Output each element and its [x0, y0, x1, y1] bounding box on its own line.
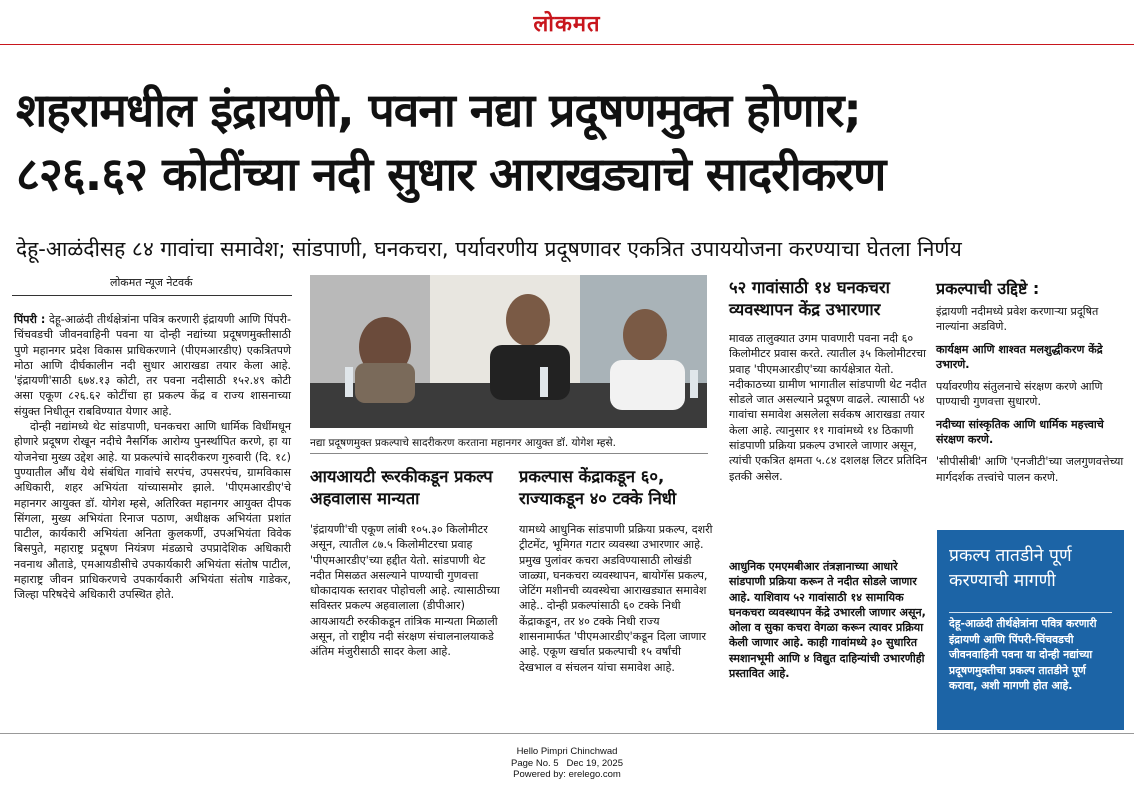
objective-item: नदीच्या सांस्कृतिक आणि धार्मिक महत्त्वाचे संरक्षण करणे. — [936, 417, 1104, 447]
headline-line-2: ८२६.६२ कोटींच्या नदी सुधार आराखड्याचे सादरीकरण — [16, 147, 886, 201]
demand-box — [937, 530, 1124, 730]
objective-item: पर्यावरणीय संतुलनाचे संरक्षण करणे आणि पाण्याची गुणवत्ता सुधारणे. — [936, 380, 1103, 409]
footer-divider — [0, 733, 1134, 734]
dateline: पिंपरी : — [14, 313, 46, 326]
headline — [16, 78, 1126, 206]
section-waste-body-bold: आधुनिक एमएमबीआर तंत्रज्ञानाच्या आधारे सांडपाणी प्रक्रिया करून ते नदीत सोडले जाणार आहे. याशिवाय ५२ गावांसाठी १४ सामायिक घनकचरा व्यवस्थापन केंद्रे उभारली जाणार असून, ओला व सुका कचरा वेगळा करून त्यावर प्रक्रिया केली जाणार आहे. काही गावांमध्ये ३० सुधारित स्मशानभूमी आणि ४ विद्युत दाहिन्यांची उभारणीही प्रस्तावित आहे. — [729, 560, 926, 681]
section-waste-body: मावळ तालुक्यात उगम पावणारी पवना नदी ६० किलोमीटर प्रवास करते. त्यातील ३५ किलोमीटरचा प्रवाह 'पीएमआरडीए'च्या कार्यक्षेत्रात येतो. नदीकाठच्या ग्रामीण भागातील सांडपाणी थेट नदीत सोडले जात असल्याने प्रदूषण वाढले. त्यासाठी ५४ गावांचा समावेश असलेला सर्वकष आराखडा तयार केला आहे. त्यानुसार ११ गावांमध्ये १४ ठिकाणी सांडपाणी प्रक्रिया प्रकल्प उभारले जाणार असून, त्यांची एकत्रित क्षमता ५.८४ दशलक्ष लिटर प्रतिदिन इतकी असेल. — [729, 332, 928, 483]
demand-box-body: देहू-आळंदी तीर्थक्षेत्रांना पवित्र करणारी इंद्रायणी आणि पिंपरी-चिंचवडची जीवनवाहिनी पवना या दोन्ही नद्यांच्या प्रदूषणमुक्तीचा प्रकल्प तातडीने पूर्ण करावा, अशी मागणी होत आहे. — [949, 617, 1097, 693]
section-funding-body: यामध्ये आधुनिक सांडपाणी प्रक्रिया प्रकल्प, दशरी ट्रीटमेंट, भूमिगत गटार व्यवस्था उभारणार आहे. प्रमुख पुलांवर कचरा अडविण्यासाठी लोखंडी जाळ्या, घनकचरा व्यवस्थापन, बायोगॅस प्रकल्प, जेटिंग मशीनची व्यवस्थेचा आराखड्यात समावेश आहे.. दोन्ही प्रकल्पांसाठी ६० टक्के निधी केंद्राकडून, तर ४० टक्के निधी राज्य शासनामार्फत 'पीएमआरडीए'कडून दिला जाणार आहे. एकूण खर्चात प्रकल्पाची १५ वर्षांची देखभाल व संचलन यांचा समावेश आहे. — [519, 523, 713, 674]
section-funding-heading: प्रकल्पास केंद्राकडून ६०, राज्याकडून ४० टक्के निधी — [519, 467, 677, 508]
masthead-divider — [0, 44, 1134, 45]
footer-page-date: Page No. 5 Dec 19, 2025 — [511, 757, 623, 769]
demand-box-divider — [949, 612, 1112, 613]
objectives-list — [936, 304, 1126, 492]
caption-divider — [310, 453, 708, 454]
article-body — [14, 312, 291, 603]
byline-divider — [12, 295, 292, 296]
subheadline: देहू-आळंदीसह ८४ गावांचा समावेश; सांडपाणी, घनकचरा, पर्यावरणीय प्रदूषणावर एकत्रित उपाययोजना करण्याचा घेतला निर्णय — [16, 237, 962, 261]
byline: लोकमत न्यूज नेटवर्क — [110, 276, 193, 289]
photo-illustration — [310, 275, 707, 428]
objective-item: कार्यक्षम आणि शाश्वत मलशुद्धीकरण केंद्रे उभारणे. — [936, 342, 1103, 371]
photo-caption: नद्या प्रदूषणमुक्त प्रकल्पाचे सादरीकरण करताना महानगर आयुक्त डॉ. योगेश म्हसे. — [310, 437, 616, 449]
demand-box-heading: प्रकल्प तातडीने पूर्ण करण्याची मागणी — [949, 546, 1072, 591]
footer-powered-by[interactable]: Powered by: erelego.com — [513, 769, 621, 780]
masthead-logo[interactable]: लोकमत — [533, 11, 601, 37]
paragraph-2: दोन्ही नद्यांमध्ये थेट सांडपाणी, घनकचरा आणि धार्मिक विधींमधून होणारे प्रदूषण रोखून नदीचे नैसर्गिक आरोग्य पुनर्स्थापित करणे, हा या योजनेचा मुख्य उद्देश आहे. या प्रकल्पांचे सादरीकरण गुरुवारी (दि. १८) पुण्यातील औंध येथे संबंधित गावांचे सरपंच, उपसरपंच, ग्रामविकास अधिकारी, शहर अभियंता यांच्यासमोर झाले. 'पीएमआरडीए'चे महानगर आयुक्त डॉ. योगेश म्हसे, अतिरिक्त महानगर आयुक्त दीपक सिंगला, मुख्य अभियंता रिनाज पठाण, अधीक्षक अभियंता प्रशांत पाटील, कार्यकारी अभियंता अनिता कुलकर्णी, उपअभियंता विवेक बिसपुते, महाराष्ट्र प्रदूषण नियंत्रण मंडळाचे उपप्रादेशिक अधिकारी नवनाथ औताडे, एमआयडीसीचे उपकार्यकारी अभियंता संतोष पाटील, महाराष्ट्र जीवन प्राधिकरणचे उपकार्यकारी अभियंता संतोष गाडेकर, जिल्हा परिषदेचे अधिकारी उपस्थित होते. — [14, 420, 291, 602]
section-waste-heading: ५२ गावांसाठी १४ घनकचरा व्यवस्थापन केंद्र उभारणार — [729, 278, 890, 319]
section-iit-heading: आयआयटी रूरकीकडून प्रकल्प अहवालास मान्यता — [310, 467, 493, 508]
footer-edition: Hello Pimpri Chinchwad — [516, 746, 618, 757]
headline-line-1: शहरामधील इंद्रायणी, पवना नद्या प्रदूषणमुक्त होणार; — [16, 83, 861, 137]
objective-item: इंद्रायणी नदीमध्ये प्रवेश करणाऱ्या प्रदूषित नाल्यांना अडविणे. — [936, 305, 1099, 334]
objectives-heading: प्रकल्पाची उद्दिष्टे : — [936, 279, 1040, 298]
news-photo[interactable] — [310, 275, 707, 428]
paragraph-1-text: देहू-आळंदी तीर्थक्षेत्रांना पवित्र करणारी इंद्रायणी आणि पिंपरी-चिंचवडची जीवनवाहिनी पवना या दोन्ही नद्यांच्या प्रदूषणमुक्तीसाठी पुणे महानगर प्रदेश विकास प्राधिकरणाने (पीएमआरडीए) एकत्रितपणे मोठा आणि दीर्घकालीन नदी सुधार आराखडा तयार केला आहे. 'इंद्रायणी'साठी ६७४.१३ कोटी, तर पवना नदीसाठी १५२.४९ कोटी असा एकूण ८२६.६२ कोटींचा हा प्रकल्प केंद्र व राज्य शासनाच्या संयुक्त निधीतून राबविण्यात येणार आहे. — [14, 313, 291, 418]
section-iit-body: 'इंद्रायणी'ची एकूण लांबी १०५.३० किलोमीटर असून, त्यातील ८७.५ किलोमीटरचा प्रवाह 'पीएमआरडीए'च्या हद्दीत येतो. सांडपाणी थेट नदीत मिसळत असल्याने पाण्याची गुणवत्ता धोकादायक स्तरावर पोहोचली आहे. त्यासाठीच्या सविस्तर प्रकल्प अहवालाला (डीपीआर) आयआयटी रुरकीकडून तांत्रिक मान्यता मिळाली असून, तो राष्ट्रीय नदी संरक्षण संचालनालयाकडे अंतिम मंजुरीसाठी सादर केला आहे. — [310, 523, 500, 659]
objective-item: 'सीपीसीबी' आणि 'एनजीटी'च्या जलगुणवत्तेच्या मार्गदर्शक तत्त्वांचे पालन करणे. — [936, 455, 1124, 484]
paragraph-1 — [14, 312, 291, 419]
footer — [0, 746, 1134, 781]
